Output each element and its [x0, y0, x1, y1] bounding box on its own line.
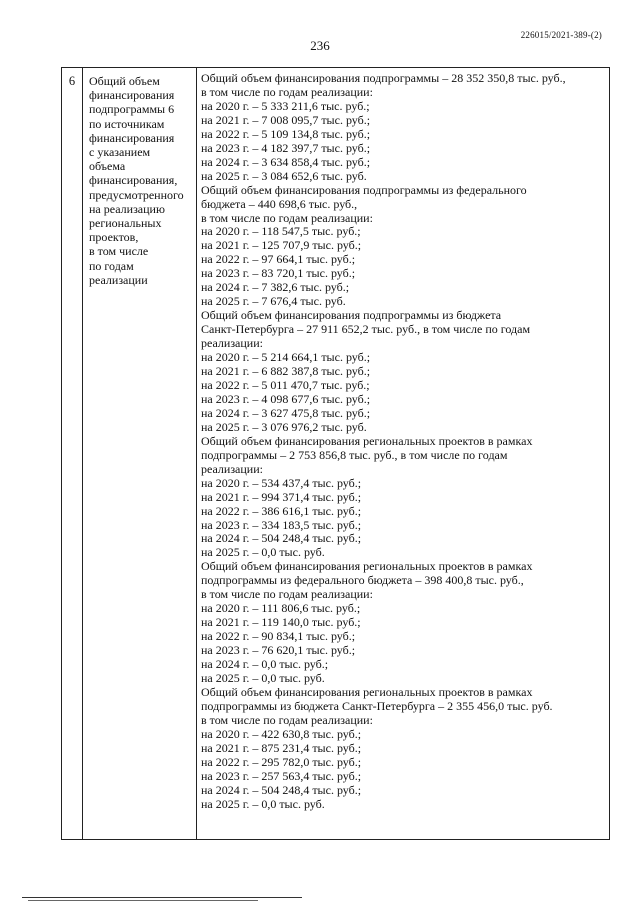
content-line: на 2020 г. – 5 214 664,1 тыс. руб.; [201, 350, 371, 365]
content-line: подпрограммы из бюджета Санкт-Петербурга – 2 355 456,0 тыс. руб. [201, 698, 553, 713]
content-line: на 2024 г. – 3 627 475,8 тыс. руб.; [201, 405, 371, 420]
title-line: по годам [89, 258, 134, 273]
content-line: Общий объем финансирования подпрограммы – 28 352 350,8 тыс. руб., [201, 71, 566, 85]
document-id: 226015/2021-389-(2) [520, 30, 602, 40]
content-line: на 2023 г. – 4 098 677,6 тыс. руб.; [201, 391, 371, 406]
content-line: на 2020 г. – 534 437,4 тыс. руб.; [201, 475, 362, 490]
content-line: на 2023 г. – 76 620,1 тыс. руб.; [201, 643, 356, 658]
title-line: реализации [89, 272, 148, 287]
content-line: на 2024 г. – 7 382,6 тыс. руб.; [201, 280, 350, 295]
content-line: на 2024 г. – 0,0 тыс. руб.; [201, 657, 329, 672]
footer-rule [22, 897, 302, 898]
title-line: по источникам [89, 116, 165, 131]
content-line: на 2025 г. – 0,0 тыс. руб. [201, 670, 325, 685]
title-line: финансирования, [89, 173, 178, 188]
content-line: на 2025 г. – 3 084 652,6 тыс. руб. [201, 168, 367, 183]
column-divider [196, 68, 197, 839]
content-line: на 2025 г. – 3 076 976,2 тыс. руб. [201, 419, 367, 434]
content-line: на 2020 г. – 118 547,5 тыс. руб.; [201, 224, 361, 239]
column-divider [82, 68, 83, 839]
content-line: на 2021 г. – 125 707,9 тыс. руб.; [201, 238, 362, 253]
content-line: в том числе по годам реализации: [201, 210, 373, 225]
content-line: на 2023 г. – 4 182 397,7 тыс. руб.; [201, 140, 371, 155]
content-line: на 2025 г. – 7 676,4 тыс. руб. [201, 294, 346, 309]
row-number: 6 [68, 74, 76, 88]
content-line: на 2020 г. – 111 806,6 тыс. руб.; [201, 601, 361, 616]
content-line: на 2020 г. – 422 630,8 тыс. руб.; [201, 726, 362, 741]
content-line: Санкт-Петербурга – 27 911 652,2 тыс. руб., в том числе по годам [201, 322, 531, 337]
content-line: на 2025 г. – 0,0 тыс. руб. [201, 545, 325, 560]
content-line: бюджета – 440 698,6 тыс. руб., [201, 196, 358, 211]
content-line: на 2022 г. – 97 664,1 тыс. руб.; [201, 252, 356, 267]
content-line: в том числе по годам реализации: [201, 84, 373, 99]
title-line: в том числе [89, 244, 149, 259]
content-line: на 2021 г. – 7 008 095,7 тыс. руб.; [201, 112, 371, 127]
content-line: в том числе по годам реализации: [201, 587, 373, 602]
title-line: проектов, [89, 230, 139, 245]
content-line: на 2022 г. – 295 782,0 тыс. руб.; [201, 754, 362, 769]
title-line: подпрограммы 6 [89, 102, 175, 117]
content-line: на 2025 г. – 0,0 тыс. руб. [201, 796, 325, 811]
content-line: подпрограммы – 2 753 856,8 тыс. руб., в том числе по годам [201, 447, 508, 462]
title-line: с указанием [89, 145, 151, 160]
content-line: на 2022 г. – 5 109 134,8 тыс. руб.; [201, 126, 371, 141]
title-line: предусмотренного [89, 187, 184, 202]
content-line: Общий объем финансирования региональных проектов в рамках [201, 559, 533, 574]
content-line: Общий объем финансирования региональных проектов в рамках [201, 684, 533, 699]
content-line: на 2021 г. – 875 231,4 тыс. руб.; [201, 740, 362, 755]
content-line: на 2021 г. – 119 140,0 тыс. руб.; [201, 615, 361, 630]
content-line: на 2023 г. – 83 720,1 тыс. руб.; [201, 266, 356, 281]
row-title [89, 74, 195, 287]
content-line: на 2024 г. – 504 248,4 тыс. руб.; [201, 531, 362, 546]
content-line: на 2022 г. – 386 616,1 тыс. руб.; [201, 503, 362, 518]
title-line: региональных [89, 216, 162, 231]
footer-rule [28, 900, 258, 901]
title-line: финансирования [89, 130, 175, 145]
content-line: Общий объем финансирования подпрограммы из федерального [201, 182, 527, 197]
content-line: Общий объем финансирования региональных проектов в рамках [201, 433, 533, 448]
content-line: на 2024 г. – 3 634 858,4 тыс. руб.; [201, 154, 371, 169]
title-line: Общий объем [89, 74, 160, 88]
title-line: на реализацию [89, 201, 165, 216]
content-line: на 2020 г. – 5 333 211,6 тыс. руб.; [201, 98, 370, 113]
title-line: финансирования [89, 88, 175, 103]
content-line: на 2021 г. – 6 882 387,8 тыс. руб.; [201, 364, 371, 379]
financing-table [61, 67, 610, 840]
content-line: Общий объем финансирования подпрограммы из бюджета [201, 308, 502, 323]
content-line: в том числе по годам реализации: [201, 712, 373, 727]
row-content [201, 72, 609, 812]
content-line: на 2024 г. – 504 248,4 тыс. руб.; [201, 782, 362, 797]
page-number: 236 [310, 38, 330, 53]
content-line: на 2023 г. – 257 563,4 тыс. руб.; [201, 768, 362, 783]
content-line: на 2023 г. – 334 183,5 тыс. руб.; [201, 517, 362, 532]
content-line: на 2021 г. – 994 371,4 тыс. руб.; [201, 489, 362, 504]
content-line: реализации: [201, 336, 263, 351]
content-line: на 2022 г. – 5 011 470,7 тыс. руб.; [201, 377, 370, 392]
content-line: реализации: [201, 461, 263, 476]
content-line: на 2022 г. – 90 834,1 тыс. руб.; [201, 629, 356, 644]
content-line: подпрограммы из федерального бюджета – 398 400,8 тыс. руб., [201, 573, 524, 588]
title-line: объема [89, 159, 126, 174]
